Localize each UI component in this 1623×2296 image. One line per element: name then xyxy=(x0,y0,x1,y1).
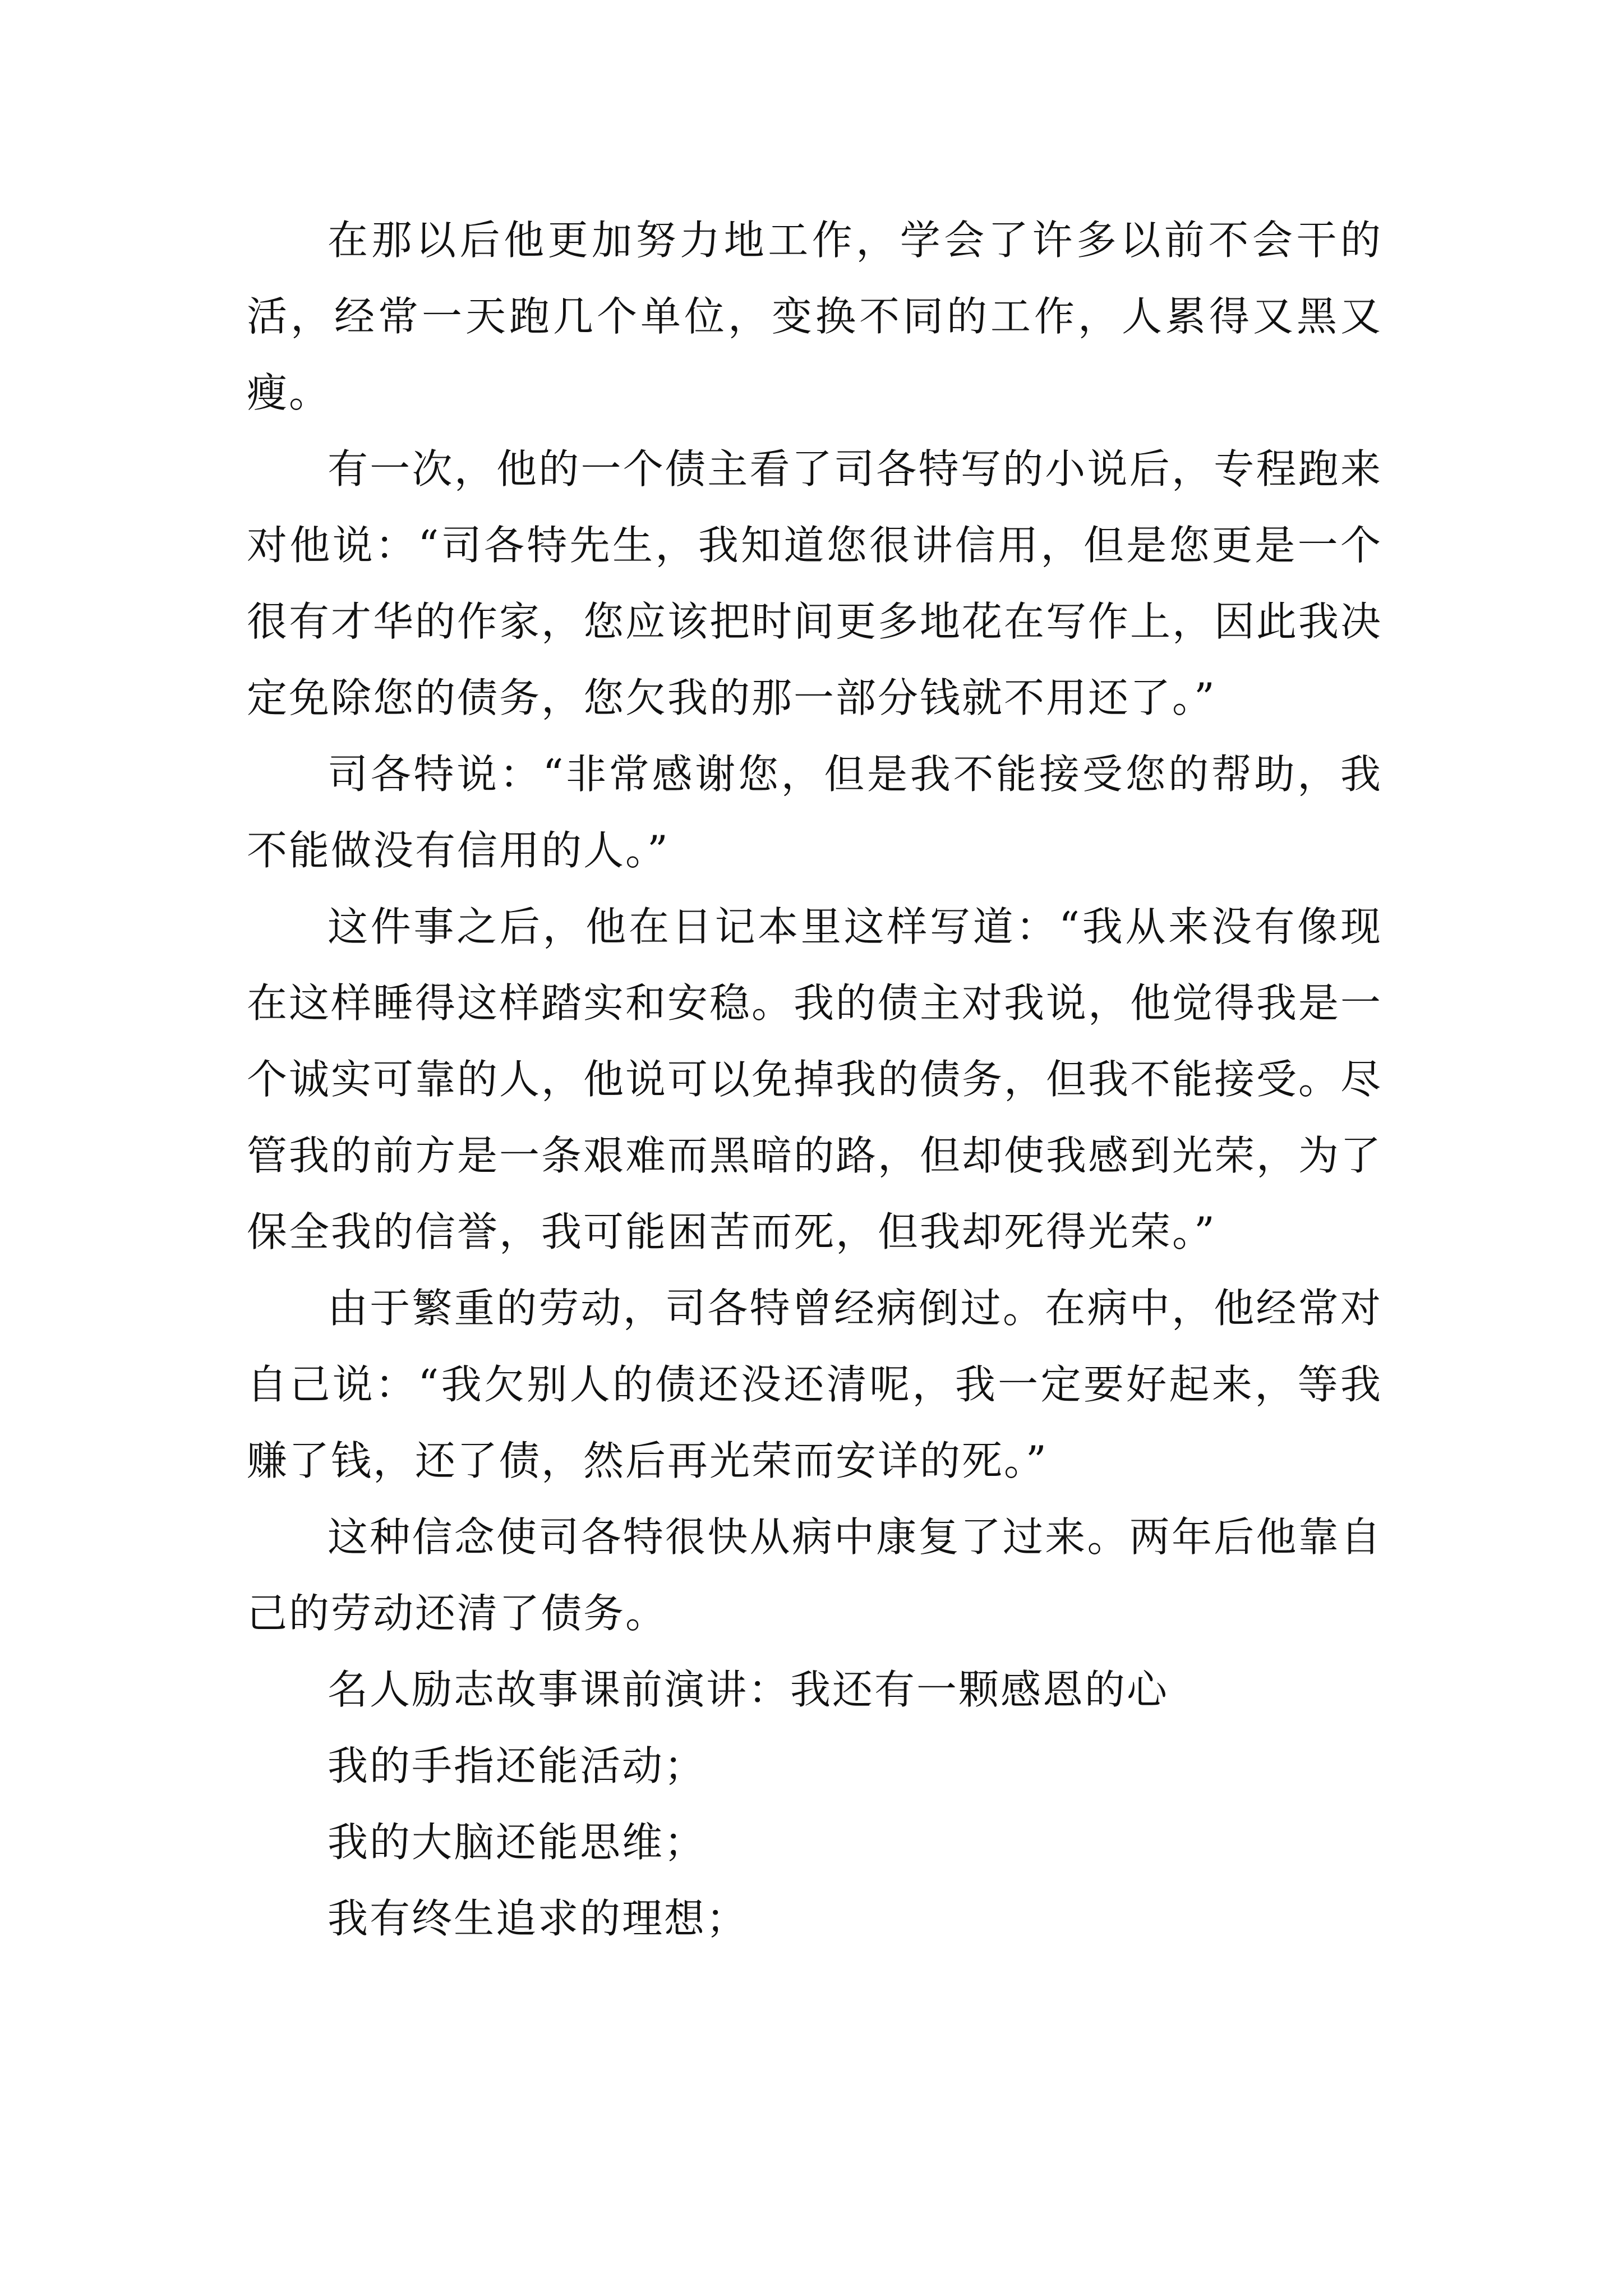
paragraph-creditor-visit: 有一次，他的一个债主看了司各特写的小说后，专程跑来对他说：“司各特先生，我知道您很讲信用，但是您更是一个很有才华的作家，您应该把时间更多地花在写作上，因此我决定免除您的债务，您欠我的那一部分钱就不用还了。” xyxy=(247,445,1383,721)
paragraph-diary-entry: 这件事之后，他在日记本里这样写道：“我从来没有像现在这样睡得这样踏实和安稳。我的债主对我说，他觉得我是一个诚实可靠的人，他说可以免掉我的债务，但我不能接受。尽管我的前方是一条艰难而黑暗的路，但却使我感到光荣，为了保全我的信誉，我可能困苦而死，但我却死得光荣。” xyxy=(247,903,1383,1255)
paragraph-scott-reply: 司各特说：“非常感谢您，但是我不能接受您的帮助，我不能做没有信用的人。” xyxy=(247,751,1382,874)
paragraph-illness: 由于繁重的劳动，司各特曾经病倒过。在病中，他经常对自己说：“我欠别人的债还没还清呢，我一定要好起来，等我赚了钱，还了债，然后再光荣而安详的死。” xyxy=(247,1285,1382,1484)
section-heading-gratitude: 名人励志故事课前演讲：我还有一颗感恩的心 xyxy=(328,1666,1169,1713)
line-ideal: 我有终生追求的理想； xyxy=(328,1895,749,1942)
line-brain: 我的大脑还能思维； xyxy=(328,1819,707,1866)
paragraph-recovery: 这种信念使司各特很快从病中康复了过来。两年后他靠自己的劳动还清了债务。 xyxy=(247,1513,1382,1637)
paragraph-work-harder: 在那以后他更加努力地工作，学会了许多以前不会干的活，经常一天跑几个单位，变换不同的工作，人累得又黑又瘦。 xyxy=(247,217,1382,416)
document-page xyxy=(247,202,1382,1957)
line-fingers: 我的手指还能活动； xyxy=(328,1742,707,1789)
